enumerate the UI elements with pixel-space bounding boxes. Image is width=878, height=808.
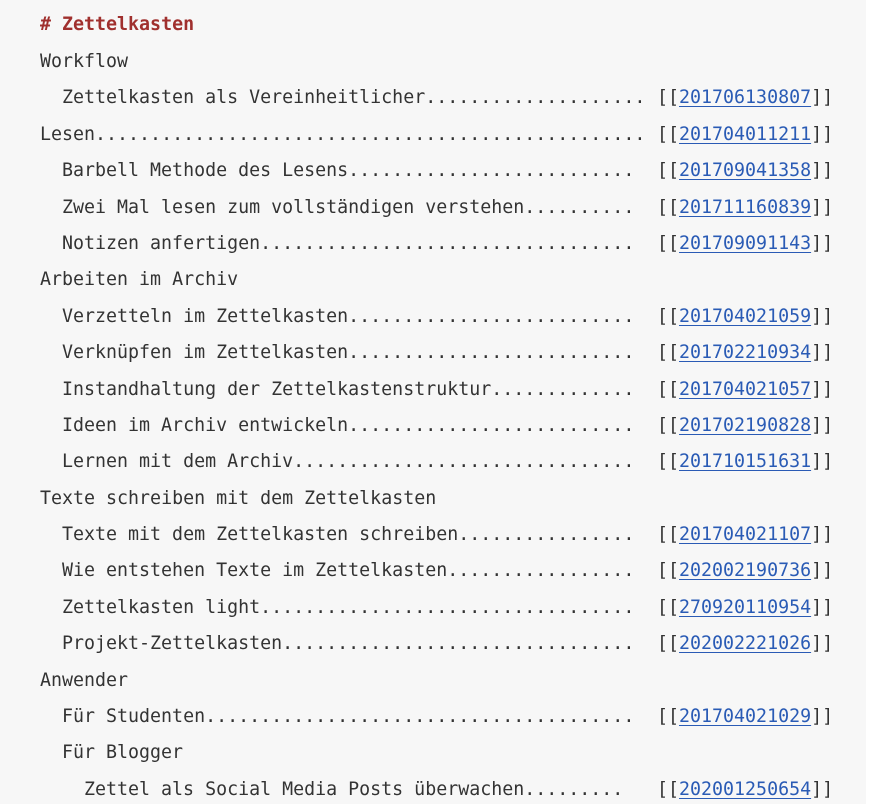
outline-section	[40, 481, 860, 517]
link-close-brackets: ]]	[811, 414, 834, 436]
outline-entry	[40, 80, 860, 116]
link-close-brackets: ]]	[811, 706, 834, 728]
link-open-brackets: [[	[657, 633, 680, 655]
outline-entry	[40, 626, 860, 662]
link-close-brackets: ]]	[811, 778, 834, 800]
link-close-brackets: ]]	[811, 123, 834, 145]
outline-entry	[40, 772, 860, 808]
entry-title: Lesen..................................................	[40, 123, 646, 145]
entry-title: Für Blogger	[62, 742, 184, 764]
link-close-brackets: ]]	[811, 342, 834, 364]
outline-entry	[40, 117, 860, 153]
wiki-link	[657, 153, 833, 189]
outline-entry	[40, 190, 860, 226]
wiki-link	[657, 626, 833, 662]
outline-entry	[40, 335, 860, 371]
note-id-link[interactable]: 201704021059	[679, 305, 812, 327]
entry-title: Notizen anfertigen..................................	[62, 232, 635, 254]
entry-title: Instandhaltung der Zettelkastenstruktur.............	[62, 378, 635, 400]
link-open-brackets: [[	[657, 123, 680, 145]
outline-entry	[40, 226, 860, 262]
entry-title: Workflow	[40, 51, 129, 72]
entry-title: Zettel als Social Media Posts überwachen.........	[84, 778, 624, 800]
note-id-link[interactable]: 202002190736	[679, 560, 812, 582]
outline-entry	[40, 553, 860, 589]
link-close-brackets: ]]	[811, 596, 834, 618]
link-open-brackets: [[	[657, 87, 680, 109]
link-open-brackets: [[	[657, 378, 680, 400]
document-heading: # Zettelkasten	[40, 14, 195, 35]
entry-title: Verknüpfen im Zettelkasten..........................	[62, 342, 635, 364]
entry-title: Lernen mit dem Archiv...............................	[62, 451, 635, 473]
link-open-brackets: [[	[657, 524, 680, 546]
wiki-link	[657, 335, 833, 371]
link-close-brackets: ]]	[811, 633, 834, 655]
wiki-link	[657, 117, 833, 153]
wiki-link	[657, 772, 833, 808]
outline-section	[40, 735, 860, 771]
outline-entry	[40, 372, 860, 408]
link-open-brackets: [[	[657, 342, 680, 364]
link-open-brackets: [[	[657, 160, 680, 182]
note-id-link[interactable]: 201704021029	[679, 706, 812, 728]
outline-section	[40, 663, 860, 699]
link-open-brackets: [[	[657, 596, 680, 618]
wiki-link	[657, 80, 833, 116]
link-close-brackets: ]]	[811, 87, 834, 109]
note-id-link[interactable]: 202001250654	[679, 778, 812, 800]
link-close-brackets: ]]	[811, 560, 834, 582]
entry-title: Texte schreiben mit dem Zettelkasten	[40, 487, 437, 509]
link-close-brackets: ]]	[811, 524, 834, 546]
outline-entry	[40, 153, 860, 189]
note-id-link[interactable]: 201702210934	[679, 342, 812, 364]
link-close-brackets: ]]	[811, 378, 834, 400]
note-id-link[interactable]: 201709091143	[679, 232, 812, 254]
entry-title: Arbeiten im Archiv	[40, 269, 239, 291]
wiki-link	[657, 517, 833, 553]
note-id-link[interactable]: 201704011211	[679, 123, 812, 145]
outline-entry	[40, 444, 860, 480]
outline-section	[40, 44, 860, 80]
entry-title: Anwender	[40, 669, 129, 691]
entry-title: Für Studenten.......................................	[62, 706, 635, 728]
entry-title: Texte mit dem Zettelkasten schreiben................	[62, 524, 635, 546]
wiki-link	[657, 444, 833, 480]
entry-title: Zettelkasten light..................................	[62, 596, 635, 618]
note-id-link[interactable]: 201704021057	[679, 378, 812, 400]
entry-title: Projekt-Zettelkasten................................	[62, 633, 635, 655]
link-close-brackets: ]]	[811, 232, 834, 254]
note-id-link[interactable]: 201704021107	[679, 524, 812, 546]
link-open-brackets: [[	[657, 232, 680, 254]
outline-entry	[40, 517, 860, 553]
link-close-brackets: ]]	[811, 196, 834, 218]
entry-title: Zettelkasten als Vereinheitlicher....................	[62, 87, 646, 109]
wiki-link	[657, 408, 833, 444]
note-id-link[interactable]: 201709041358	[679, 160, 812, 182]
wiki-link	[657, 226, 833, 262]
entry-title: Zwei Mal lesen zum vollständigen verstehen..........	[62, 196, 635, 218]
link-open-brackets: [[	[657, 414, 680, 436]
note-id-link[interactable]: 202002221026	[679, 633, 812, 655]
note-id-link[interactable]: 201702190828	[679, 414, 812, 436]
wiki-link	[657, 372, 833, 408]
wiki-link	[657, 590, 833, 626]
entry-title: Barbell Methode des Lesens..........................	[62, 160, 635, 182]
wiki-link	[657, 190, 833, 226]
link-open-brackets: [[	[657, 305, 680, 327]
outline-entry	[40, 590, 860, 626]
entry-title: Verzetteln im Zettelkasten..........................	[62, 305, 635, 327]
link-open-brackets: [[	[657, 706, 680, 728]
outline-entry	[40, 699, 860, 735]
outline-list	[40, 44, 860, 808]
link-close-brackets: ]]	[811, 451, 834, 473]
entry-title: Wie entstehen Texte im Zettelkasten.................	[62, 560, 635, 582]
note-id-link[interactable]: 201710151631	[679, 451, 812, 473]
note-id-link[interactable]: 270920110954	[679, 596, 812, 618]
link-open-brackets: [[	[657, 196, 680, 218]
page-margin	[866, 0, 878, 804]
link-close-brackets: ]]	[811, 305, 834, 327]
wiki-link	[657, 299, 833, 335]
markdown-document	[40, 0, 860, 808]
wiki-link	[657, 699, 833, 735]
outline-entry	[40, 299, 860, 335]
wiki-link	[657, 553, 833, 589]
note-id-link[interactable]: 201711160839	[679, 196, 812, 218]
entry-title: Ideen im Archiv entwickeln..........................	[62, 414, 635, 436]
note-id-link[interactable]: 201706130807	[679, 87, 812, 109]
link-open-brackets: [[	[657, 560, 680, 582]
link-open-brackets: [[	[657, 778, 680, 800]
link-open-brackets: [[	[657, 451, 680, 473]
link-close-brackets: ]]	[811, 160, 834, 182]
outline-section	[40, 262, 860, 298]
outline-entry	[40, 408, 860, 444]
